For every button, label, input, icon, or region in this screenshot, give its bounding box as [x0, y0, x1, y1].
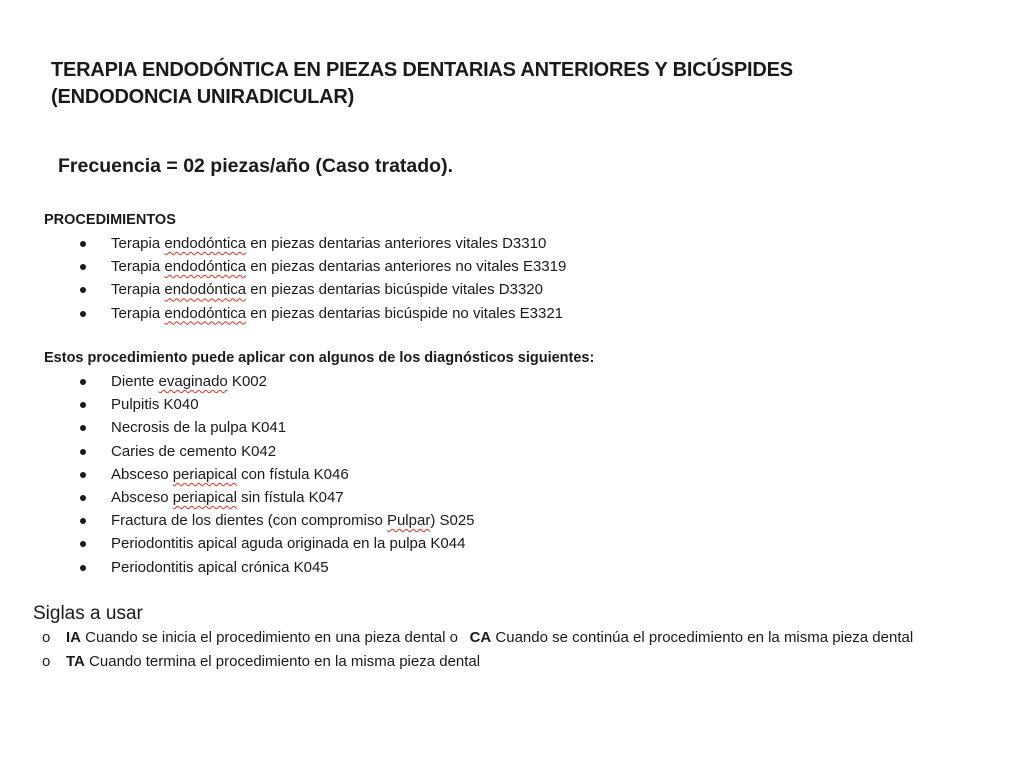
bullet-icon — [80, 311, 86, 317]
bullet-icon — [80, 565, 86, 571]
diagnosis-item: Periodontitis apical crónica K045 — [78, 556, 475, 579]
diagnosis-item: Absceso periapical sin fístula K047 — [78, 486, 475, 509]
procedure-item: Terapia endodóntica en piezas dentarias anteriores no vitales E3319 — [78, 255, 566, 278]
acronym-ta: TA — [66, 653, 85, 670]
frequency-text: Frecuencia = 02 piezas/año (Caso tratado). — [58, 155, 454, 177]
acronym-ca-desc: Cuando se continúa el procedimiento en la misma pieza dental — [491, 629, 914, 646]
diagnosis-item: Fractura de los dientes (con compromiso Pulpar) S025 — [78, 509, 475, 532]
siglas-heading: Siglas a usar — [33, 603, 143, 624]
bullet-icon — [80, 449, 86, 455]
bullet-icon — [80, 402, 86, 408]
siglas-line-1 — [42, 627, 913, 649]
bullet-icon — [80, 472, 86, 478]
procedures-list — [78, 232, 566, 325]
bullet-icon — [80, 425, 86, 431]
procedures-heading: PROCEDIMIENTOS — [44, 212, 176, 228]
diagnoses-heading: Estos procedimiento puede aplicar con algunos de los diagnósticos siguientes: — [44, 350, 595, 366]
diagnosis-item: Periodontitis apical aguda originada en la pulpa K044 — [78, 532, 475, 555]
procedure-item: Terapia endodóntica en piezas dentarias anteriores vitales D3310 — [78, 232, 566, 255]
acronym-ta-desc: Cuando termina el procedimiento en la misma pieza dental — [84, 653, 481, 670]
diagnosis-item: Pulpitis K040 — [78, 393, 475, 416]
circle-bullet-icon: o — [42, 653, 51, 670]
bullet-icon — [80, 518, 86, 524]
diagnosis-item: Caries de cemento K042 — [78, 440, 475, 463]
title-line-1: TERAPIA ENDODÓNTICA EN PIEZAS DENTARIAS ANTERIORES Y BICÚSPIDES — [51, 59, 793, 81]
bullet-icon — [80, 264, 86, 270]
circle-bullet-icon: o — [449, 629, 458, 646]
acronym-ia: IA — [66, 629, 81, 646]
acronym-ia-desc: Cuando se inicia el procedimiento en una pieza dental — [81, 629, 450, 646]
siglas-line-2 — [42, 651, 480, 673]
acronym-ca: CA — [469, 629, 492, 646]
diagnoses-list — [78, 370, 475, 579]
procedure-item: Terapia endodóntica en piezas dentarias bicúspide no vitales E3321 — [78, 302, 566, 325]
procedure-item: Terapia endodóntica en piezas dentarias bicúspide vitales D3320 — [78, 278, 566, 301]
document-title — [51, 57, 951, 111]
diagnosis-item: Diente evaginado K002 — [78, 370, 475, 393]
circle-bullet-icon: o — [42, 629, 51, 646]
diagnosis-item: Necrosis de la pulpa K041 — [78, 416, 475, 439]
bullet-icon — [80, 541, 86, 547]
bullet-icon — [80, 241, 86, 247]
diagnosis-item: Absceso periapical con fístula K046 — [78, 463, 475, 486]
title-line-2: (ENDODONCIA UNIRADICULAR) — [51, 86, 355, 108]
bullet-icon — [80, 495, 86, 501]
bullet-icon — [80, 379, 86, 385]
bullet-icon — [80, 287, 86, 293]
